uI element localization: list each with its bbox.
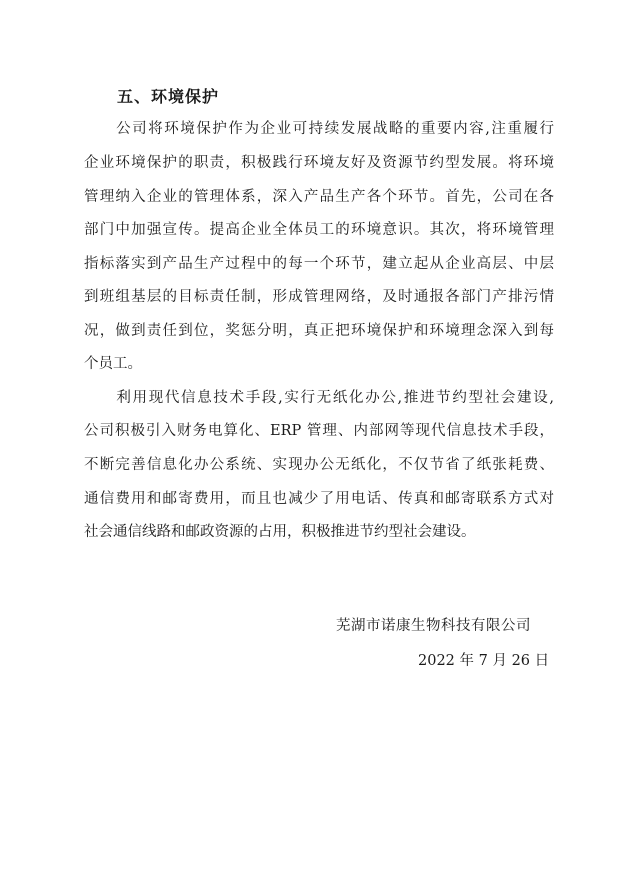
paragraph-line: 利用现代信息技术手段,实行无纸化办公,推进节约型社会建设, — [84, 390, 554, 406]
paragraph-line: 管理纳入企业的管理体系，深入产品生产各个环节。首先，公司在各 — [84, 189, 554, 205]
paragraph-line: 部门中加强宣传。提高企业全体员工的环境意识。其次，将环境管理 — [84, 222, 554, 238]
paragraph-line: 指标落实到产品生产过程中的每一个环节，建立起从企业高层、中层 — [84, 256, 554, 272]
paragraph-line: 到班组基层的目标责任制，形成管理网络，及时通报各部门产排污情 — [84, 289, 554, 305]
paragraph-line: 通信费用和邮寄费用，而且也减少了用电话、传真和邮寄联系方式对 — [84, 491, 554, 507]
paragraph-line: 公司积极引入财务电算化、ERP 管理、内部网等现代信息技术手段， — [84, 423, 554, 439]
paragraph-line: 不断完善信息化办公系统、实现办公无纸化，不仅节省了纸张耗费、 — [84, 457, 554, 473]
paragraph-line: 社会通信线路和邮政资源的占用，积极推进节约型社会建设。 — [84, 524, 476, 540]
section-heading: 五、环境保护 — [117, 87, 220, 106]
paragraph-line: 企业环境保护的职责，积极践行环境友好及资源节约型发展。将环境 — [84, 155, 554, 171]
paragraph-line: 公司将环境保护作为企业可持续发展战略的重要内容,注重履行 — [84, 121, 554, 137]
signature-company: 芜湖市诺康生物科技有限公司 — [336, 618, 531, 634]
paragraph-line: 个员工。 — [84, 356, 142, 372]
paragraph-line: 况，做到责任到位，奖惩分明，真正把环境保护和环境理念深入到每 — [84, 323, 554, 339]
signature-date: 2022 年 7 月 26 日 — [418, 653, 550, 669]
